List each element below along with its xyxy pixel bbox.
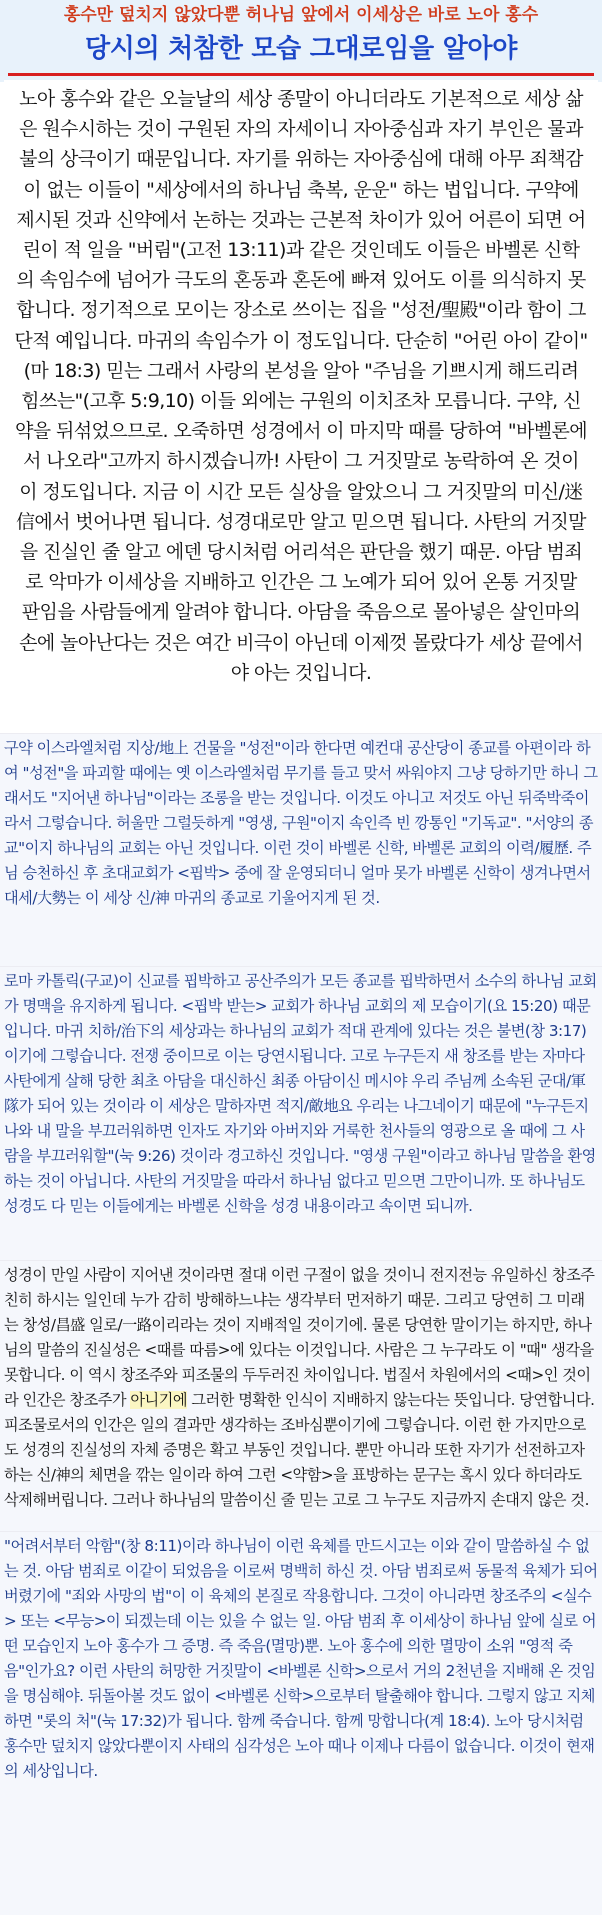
- highlighted-phrase: 아니기에: [130, 1391, 188, 1409]
- section-3-text-a: 성경이 만일 사람이 지어낸 것이라면 절대 이런 구절이 없을 것이니 전지전능 유일하신 창조주 친히 하시는 일인데 누가 감히 방해하느냐는 생각부터 먼저하기 때문. 그리고 당연히 그 미래는 창성/昌盛 일로/一路이리라는 것이 지배적일 것이기에. 물론 당연한 말이기는 하지만, 하나님의 말씀의 진실성은 <때를 따름>에 있다는 이것입니다. 사람은 그 누구라도 이 "때" 생각을 못합니다. 이 역시 창조주와 피조물의 두두러진 차이입니다. 법질서 차원에서의 <때>인 것이라 인간은 창조주가: [4, 1266, 595, 1409]
- section-1-paragraph: 구약 이스라엘처럼 지상/地上 건물을 "성전"이라 한다면 예컨대 공산당이 종교를 아편이라 하여 "성전"을 파괴할 때에는 옛 이스라엘처럼 무기를 들고 맞서 싸워야지 그냥 당하기만 하니 그래서도 "지어낸 하나님"이라는 조롱을 받는 것입니다. 이것도 아니고 저것도 아닌 뒤죽박죽이라서 그렇습니다. 허울만 그럴듯하게 "영생, 구원"이지 속인즉 빈 깡통인 "기독교". "서양의 종교"이지 하나님의 교회는 아닌 것입니다. 이런 것이 바벨론 신학, 바벨론 교회의 이력/履歷. 주님 승천하신 후 초대교회가 <핍박> 중에 잘 운영되더니 얼마 못가 바벨론 신학이 생겨나면서 대세/大勢는 이 세상 신/神 마귀의 종교로 기울어지게 된 것.: [4, 739, 598, 907]
- section-2: [0, 966, 602, 1260]
- section-3: [0, 1260, 602, 1531]
- page-subtitle: 홍수만 덮치지 않았다뿐 허나님 앞에서 이세상은 바로 노아 홍수: [63, 5, 539, 25]
- section-3-text-b: 그러한 명확한 인식이 지배하지 않는다는 뜻입니다. 당연합니다. 피조물로서의 인간은 일의 결과만 생각하는 조바심뿐이기에 그렇습니다. 이런 한 가지만으로도 성경의 진실성의 자체 증명은 확고 부동인 것입니다. 뿐만 아니라 또한 자기가 선전하고자 하는 신/神의 체면을 깎는 일이라 하여 그런 <약함>을 표방하는 문구는 혹시 있다 하더라도 삭제해버립니다. 그러나 하나님의 말씀이신 줄 믿는 고로 그 누구도 지금까지 손대지 않은 것.: [4, 1391, 595, 1509]
- title-banner: [0, 0, 602, 82]
- page-title: 당시의 처참한 모습 그대로임을 알아야: [84, 34, 518, 64]
- section-4: [0, 1531, 602, 1915]
- main-paragraph: 노아 홍수와 같은 오늘날의 세상 종말이 아니더라도 기본적으로 세상 삶은 원수시하는 것이 구원된 자의 자세이니 자아중심과 자기 부인은 물과 불의 상극이기 때문입니다. 자기를 위하는 자아중심에 대해 아무 죄책감이 없는 이들이 "세상에서의 하나님 축복, 운운" 하는 법입니다. 구약에 제시된 것과 신약에서 논하는 것과는 근본적 차이가 있어 어른이 되면 어린이 적 일을 "버림"(고전 13:11)과 같은 것인데도 이들은 바벨론 신학의 속임수에 넘어가 극도의 혼동과 혼돈에 빠져 있어도 이를 의식하지 못합니다. 정기적으로 모이는 장소로 쓰이는 집을 "성전/聖殿"이라 함이 그 단적 예입니다. 마귀의 속임수가 이 정도입니다. 단순히 "어린 아이 같이"(마 18:3) 믿는 그래서 사랑의 본성을 알아 "주님을 기쁘시게 해드리려 힘쓰는"(고후 5:9,10) 이들 외에는 구원의 이치조차 모릅니다. 구약, 신약을 뒤섞었으므로. 오죽하면 성경에서 이 마지막 때를 당하여 "바벨론에서 나오라"고까지 하시겠습니까! 사탄이 그 거짓말로 농락하여 온 것이 이 정도입니다. 지금 이 시간 모든 실상을 알았으니 그 거짓말의 미신/迷信에서 벗어나면 됩니다. 성경대로만 알고 믿으면 됩니다. 사탄의 거짓말을 진실인 줄 알고 에덴 당시처럼 어리석은 판단을 했기 때문. 아담 범죄로 악마가 이세상을 지배하고 인간은 그 노예가 되어 있어 온통 거짓말 판임을 사람들에게 알려야 합니다. 아담을 죽음으로 몰아넣은 살인마의 손에 놀아난다는 것은 여간 비극이 아닌데 이제껏 몰랐다가 세상 끝에서야 아는 것입니다.: [14, 88, 588, 684]
- title-underline: [8, 73, 594, 76]
- section-3-paragraph: [4, 1263, 598, 1513]
- main-text-box: [4, 80, 598, 732]
- section-2-paragraph: 로마 카톨릭(구교)이 신교를 핍박하고 공산주의가 모든 종교를 핍박하면서 소수의 하나님 교회가 명맥을 유지하게 됩니다. <핍박 받는> 교회가 하나님 교회의 제 모습이기(요 15:20) 때문입니다. 마귀 치하/治下의 세상과는 하나님의 교회가 적대 관계에 있다는 것은 불변(창 3:17)이기에 그렇습니다. 전쟁 중이므로 이는 당연시됩니다. 고로 누구든지 새 창조를 받는 자마다 사탄에게 살해 당한 최초 아담을 대신하신 최종 아담이신 메시야 우리 주님께 소속된 군대/軍隊가 되어 있는 것이라 이 세상은 말하자면 적지/敵地요 우리는 나그네이기 때문에 "누구든지 나와 내 말을 부끄러워하면 인자도 자기와 아버지와 거룩한 천사들의 영광으로 올 때에 그 사람을 부끄러워할"(눅 9:26) 것이라 경고하신 것입니다. "영생 구원"이라고 하나님 말씀을 환영하는 것이 아닙니다. 사탄의 거짓말을 따라서 하나님 없다고 믿으면 그만이니까. 또 하나님도 성경도 다 믿는 이들에게는 바벨론 신학을 성경 내용이라고 속이면 되니까.: [4, 972, 597, 1215]
- section-1: [0, 733, 602, 966]
- section-4-paragraph: "어려서부터 악함"(창 8:11)이라 하나님이 이런 육체를 만드시고는 이와 같이 말씀하실 수 없는 것. 아담 범죄로 이같이 되었음을 이로써 명백히 하신 것. 아담 범죄로써 동물적 육체가 되어버렸기에 "죄와 사망의 법"이 이 육체의 본질로 작용합니다. 그것이 아니라면 창조주의 <실수> 또는 <무능>이 되겠는데 이는 있을 수 없는 일. 아담 범죄 후 이세상이 하나님 앞에 실로 어떤 모습인지 노아 홍수가 그 증명. 즉 죽음(멸망)뿐. 노아 홍수에 의한 멸망이 소위 "영적 죽음"인가요? 이런 사탄의 허망한 거짓말이 <바벨론 신학>으로서 거의 2천년을 지배해 온 것임을 명심해야. 뒤돌아볼 것도 없이 <바벨론 신학>으로부터 탈출해야 합니다. 그렇지 않고 지체하면 "롯의 처"(눅 17:32)가 됩니다. 함께 죽습니다. 함께 망합니다(계 18:4). 노아 당시처럼 홍수만 덮치지 않았다뿐이지 사태의 심각성은 노아 때나 이제나 다름이 없습니다. 이것이 현재의 세상입니다.: [4, 1537, 598, 1780]
